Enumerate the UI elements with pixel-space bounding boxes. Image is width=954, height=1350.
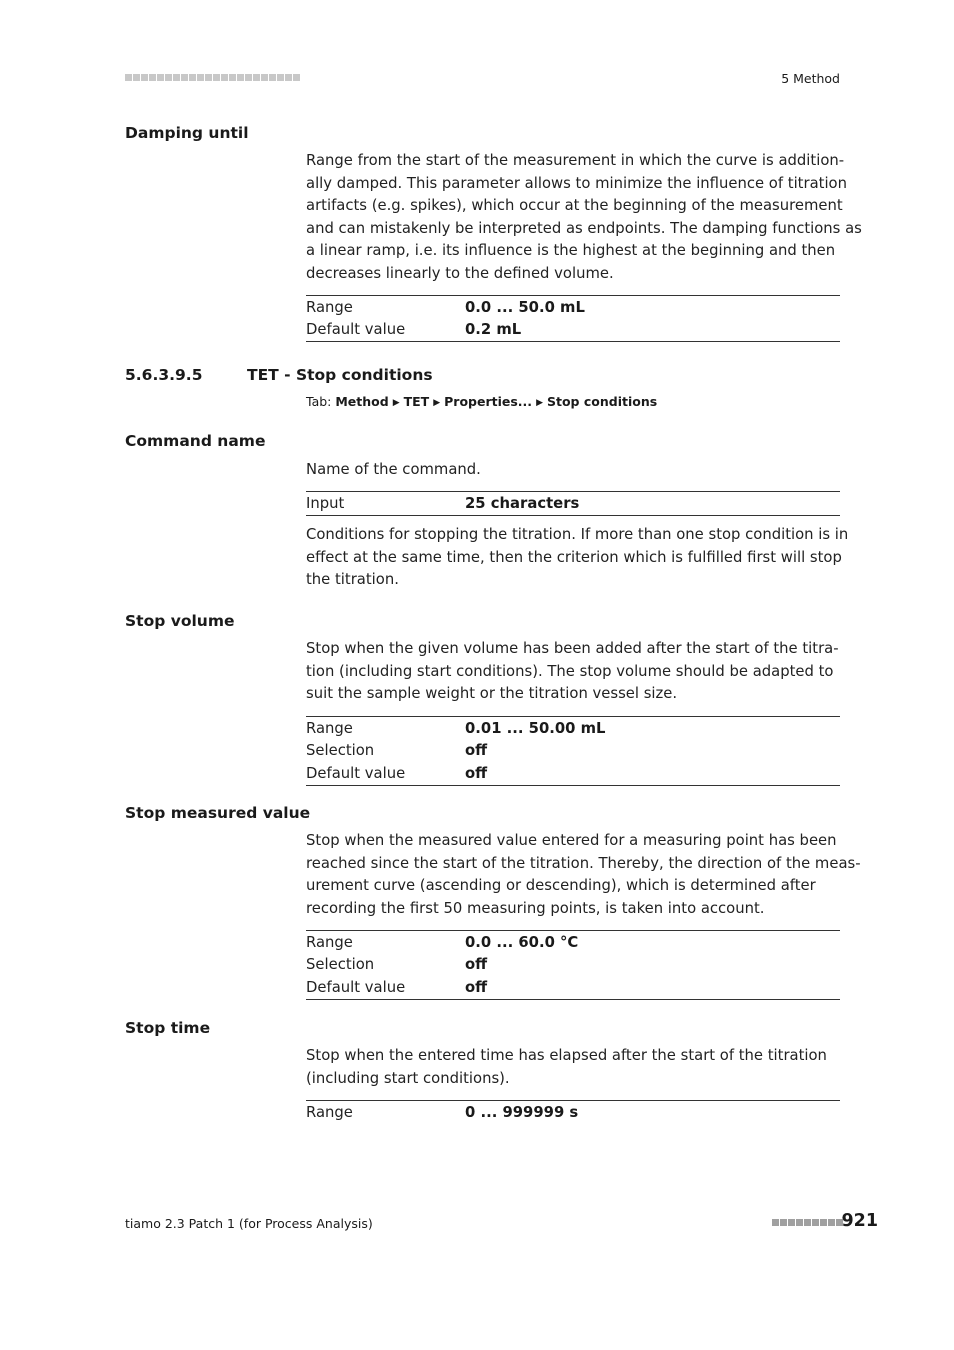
text-line: Range from the start of the measurement in which the curve is addition- [306, 152, 845, 169]
row-label: Default value [306, 764, 406, 782]
text-line: artifacts (e.g. spikes), which occur at the beginning of the measurement [306, 197, 843, 214]
text-line: suit the sample weight or the titration vessel size. [306, 685, 678, 702]
table-row [306, 762, 840, 785]
tab-path-item: Properties... [444, 394, 533, 409]
row-value: 0.2 mL [465, 321, 522, 339]
command-name-description [306, 459, 842, 482]
tab-path-item: TET [403, 394, 430, 409]
table-row [306, 1101, 840, 1124]
triangle-right-icon: ▶ [536, 398, 543, 408]
text-line: ally damped. This parameter allows to minimize the influence of titration [306, 174, 847, 192]
stop-volume-table [306, 716, 840, 786]
row-value: 0 ... 999999 s [465, 1103, 579, 1121]
tab-path [306, 394, 657, 409]
table-row [306, 976, 840, 999]
text-line: (including start conditions). [306, 1069, 510, 1087]
header-decoration [125, 74, 300, 81]
table-row [306, 296, 840, 319]
row-value: 0.01 ... 50.00 mL [465, 719, 606, 737]
tab-path-item: Method [335, 394, 389, 409]
triangle-right-icon: ▶ [392, 398, 400, 408]
text-line: the titration. [306, 571, 399, 588]
command-name-table [306, 491, 840, 516]
stop-measured-table [306, 930, 840, 1000]
tab-path-item: Stop conditions [546, 394, 658, 409]
row-label: Selection [306, 742, 375, 760]
table-row [306, 740, 840, 763]
row-label: Range [306, 719, 353, 737]
row-value: 0.0 ... 60.0 °C [465, 933, 579, 951]
damping-description [306, 150, 862, 285]
text-line: tion (including start conditions). The stop volume should be adapted to [306, 662, 834, 680]
row-value: off [465, 764, 488, 782]
row-label: Input [306, 494, 345, 512]
chapter-title: 5 Method [781, 71, 840, 86]
row-value: 0.0 ... 50.0 mL [465, 298, 585, 316]
stop-time-heading: Stop time [125, 1019, 211, 1037]
table-row [306, 492, 840, 515]
footer-decoration [772, 1219, 843, 1226]
text-line: reached since the start of the titration. Thereby, the direction of the meas- [306, 854, 861, 872]
row-label: Range [306, 298, 353, 316]
text-line: Name of the command. [306, 461, 481, 478]
text-line: Stop when the given volume has been added after the start of the titra- [306, 640, 839, 657]
table-row [306, 931, 840, 954]
stop-time-description [306, 1045, 842, 1090]
text-line: decreases linearly to the defined volume. [306, 264, 614, 282]
stop-measured-description [306, 830, 861, 920]
text-line: urement curve (ascending or descending), which is determined after [306, 877, 816, 894]
row-value: 25 characters [465, 494, 580, 512]
text-line: Conditions for stopping the titration. If more than one stop condition is in [306, 526, 849, 543]
text-line: a linear ramp, i.e. its influence is the highest at the beginning and then [306, 242, 836, 259]
row-label: Default value [306, 321, 406, 339]
text-line: effect at the same time, then the criterion which is fulfilled first will stop [306, 548, 842, 566]
stop-volume-heading: Stop volume [125, 612, 235, 630]
stop-volume-description [306, 638, 842, 706]
footer-product: tiamo 2.3 Patch 1 (for Process Analysis) [125, 1216, 373, 1231]
section-title: TET - Stop conditions [247, 366, 433, 384]
triangle-right-icon: ▶ [433, 398, 441, 408]
damping-heading: Damping until [125, 124, 249, 142]
section-number: 5.6.3.9.5 [125, 366, 203, 384]
row-label: Range [306, 1103, 353, 1121]
table-row [306, 954, 840, 977]
command-name-heading: Command name [125, 432, 266, 450]
page-number: 921 [841, 1211, 878, 1231]
row-label: Range [306, 933, 353, 951]
stop-time-table [306, 1100, 840, 1124]
text-line: and can mistakenly be interpreted as endpoints. The damping functions as [306, 219, 862, 237]
row-value: off [465, 978, 488, 996]
stop-measured-heading: Stop measured value [125, 804, 311, 822]
text-line: Stop when the entered time has elapsed after the start of the titration [306, 1047, 827, 1064]
tab-prefix: Tab: [306, 394, 332, 409]
row-value: off [465, 956, 488, 974]
damping-table [306, 295, 840, 342]
row-label: Selection [306, 956, 375, 974]
text-line: Stop when the measured value entered for a measuring point has been [306, 832, 837, 849]
row-value: off [465, 742, 488, 760]
row-label: Default value [306, 978, 406, 996]
stop-conditions-description [306, 524, 849, 592]
table-row [306, 717, 840, 740]
text-line: recording the first 50 measuring points, is taken into account. [306, 899, 765, 917]
table-row [306, 319, 840, 342]
